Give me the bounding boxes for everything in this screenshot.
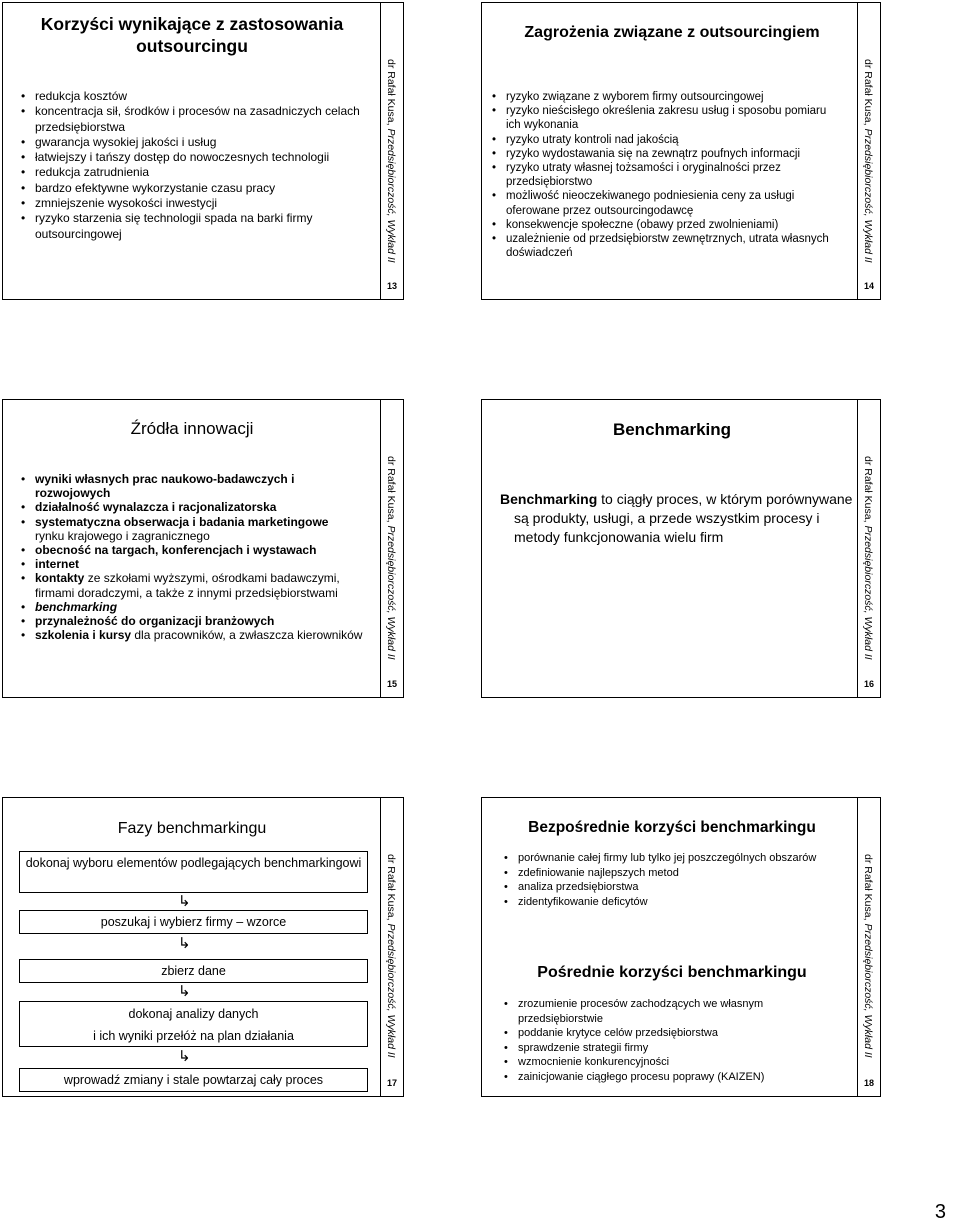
slide-sidebar (380, 3, 403, 299)
down-arrow-icon: ↳ (178, 893, 191, 910)
list-item: • internet (21, 557, 371, 571)
slide-sidebar (380, 798, 403, 1096)
list-item: • zmniejszenie wysokości inwestycji (21, 196, 373, 211)
slide-sidebar (857, 798, 880, 1096)
slide-sidebar (380, 400, 403, 697)
phase-step-5: wprowadź zmiany i stale powtarzaj cały proces (19, 1068, 368, 1092)
slide-title: Korzyści wynikające z zastosowania outsourcingu (40, 14, 344, 56)
slide-number: 13 (386, 281, 397, 291)
list-item: • poddanie krytyce celów przedsiębiorstwa (504, 1026, 824, 1041)
list-item: • konsekwencje społeczne (obawy przed zwolnieniami) (492, 218, 842, 232)
benchmarking-definition: Benchmarking to ciągły proces, w którym porównywane są produkty, usługi, a przede wszystkim procesy i metody funkcjonowania wielu firm (500, 491, 853, 545)
indirect-benefits-list (504, 997, 824, 1084)
list-item: • działalność wynalazcza i racjonalizatorska (21, 500, 371, 514)
author-note: dr Rafał Kusa, Przedsiębiorczość, Wykład II (385, 59, 397, 263)
list-item: • ryzyko utraty kontroli nad jakością (492, 133, 842, 147)
list-item: • wzmocnienie konkurencyjności (504, 1055, 824, 1070)
list-item: • ryzyko związane z wyborem firmy outsourcingowej (492, 90, 842, 104)
list-item: • przynależność do organizacji branżowych (21, 614, 371, 628)
list-item: • obecność na targach, konferencjach i wystawach (21, 543, 371, 557)
slide-title: Zagrożenia związane z outsourcingiem (524, 24, 820, 41)
list-item: • porównanie całej firmy lub tylko jej poszczególnych obszarów (504, 851, 824, 866)
slide-title: Benchmarking (612, 420, 732, 439)
author-note: dr Rafał Kusa, Przedsiębiorczość, Wykład II (385, 854, 397, 1058)
phase-step-4: dokonaj analizy danych i ich wyniki przełóż na plan działania (19, 1001, 368, 1047)
section-title: Pośrednie korzyści benchmarkingu (537, 964, 807, 981)
author-note: dr Rafał Kusa, Przedsiębiorczość, Wykład II (862, 854, 874, 1058)
list-item: • ryzyko utraty własnej tożsamości i oryginalności przez przedsiębiorstwo (492, 161, 842, 189)
list-item: • bardzo efektywne wykorzystanie czasu pracy (21, 181, 373, 196)
list-item: • gwarancja wysokiej jakości i usług (21, 135, 373, 150)
slide-number: 16 (863, 679, 874, 689)
slide-16 (481, 399, 881, 698)
list-item: • zidentyfikowanie deficytów (504, 895, 824, 910)
list-item: • analiza przedsiębiorstwa (504, 880, 824, 895)
bullet-list (492, 90, 842, 260)
list-item: • zrozumienie procesów zachodzących we własnym przedsiębiorstwie (504, 997, 824, 1026)
bullet-list (21, 89, 373, 242)
slide-18 (481, 797, 881, 1097)
slide-number: 14 (863, 281, 874, 291)
phase-step-3: zbierz dane (19, 959, 368, 983)
author-note: dr Rafał Kusa, Przedsiębiorczość, Wykład II (385, 456, 397, 660)
list-item: • łatwiejszy i tańszy dostęp do nowoczesnych technologii (21, 150, 373, 165)
slide-number: 17 (386, 1078, 397, 1088)
list-item: • możliwość nieoczekiwanego podniesienia ceny za usługi oferowane przez outsourcingodawcę (492, 189, 842, 217)
page-number: 3 (934, 1201, 946, 1223)
slide-title: Bezpośrednie korzyści benchmarkingu (528, 819, 816, 836)
slide-number: 18 (863, 1078, 874, 1088)
list-item: • sprawdzenie strategii firmy (504, 1041, 824, 1056)
phase-step-2: poszukaj i wybierz firmy – wzorce (19, 910, 368, 934)
list-item: • redukcja zatrudnienia (21, 165, 373, 180)
list-item: • kontakty ze szkołami wyższymi, ośrodkami badawczymi, firmami doradczymi, a także z innymi przedsiębiorstwami (21, 571, 371, 599)
slide-sidebar (857, 3, 880, 299)
down-arrow-icon: ↳ (178, 935, 191, 952)
list-item: • zainicjowanie ciągłego procesu poprawy (KAIZEN) (504, 1070, 824, 1085)
list-item: • ryzyko wydostawania się na zewnątrz poufnych informacji (492, 147, 842, 161)
list-item: • szkolenia i kursy dla pracowników, a zwłaszcza kierowników (21, 628, 371, 642)
author-note: dr Rafał Kusa, Przedsiębiorczość, Wykład II (862, 456, 874, 660)
author-note: dr Rafał Kusa, Przedsiębiorczość, Wykład II (862, 59, 874, 263)
slide-number: 15 (386, 679, 397, 689)
list-item: • benchmarking (21, 600, 371, 614)
list-item: • systematyczna obserwacja i badania marketingowe rynku krajowego i zagranicznego (21, 515, 371, 543)
slide-15 (2, 399, 404, 698)
slide-title: Fazy benchmarkingu (117, 820, 267, 837)
slide-sidebar (857, 400, 880, 697)
slide-14 (481, 2, 881, 300)
down-arrow-icon: ↳ (178, 983, 191, 1000)
list-item: • ryzyko nieścisłego określenia zakresu usług i sposobu pomiaru ich wykonania (492, 104, 842, 132)
bullet-list (21, 472, 371, 642)
list-item: • redukcja kosztów (21, 89, 373, 104)
direct-benefits-list (504, 851, 824, 909)
list-item: • uzależnienie od przedsiębiorstw zewnętrznych, utrata własnych doświadczeń (492, 232, 842, 260)
phase-step-1: dokonaj wyboru elementów podlegających benchmarkingowi (19, 851, 368, 893)
list-item: • koncentracja sił, środków i procesów na zasadniczych celach przedsiębiorstwa (21, 104, 373, 135)
list-item: • ryzyko starzenia się technologii spada na barki firmy outsourcingowej (21, 211, 373, 242)
list-item: • zdefiniowanie najlepszych metod (504, 866, 824, 881)
down-arrow-icon: ↳ (178, 1048, 191, 1065)
slide-13 (2, 2, 404, 300)
slide-17 (2, 797, 404, 1097)
list-item: • wyniki własnych prac naukowo-badawczych i rozwojowych (21, 472, 371, 500)
slide-title: Źródła innowacji (130, 419, 254, 438)
